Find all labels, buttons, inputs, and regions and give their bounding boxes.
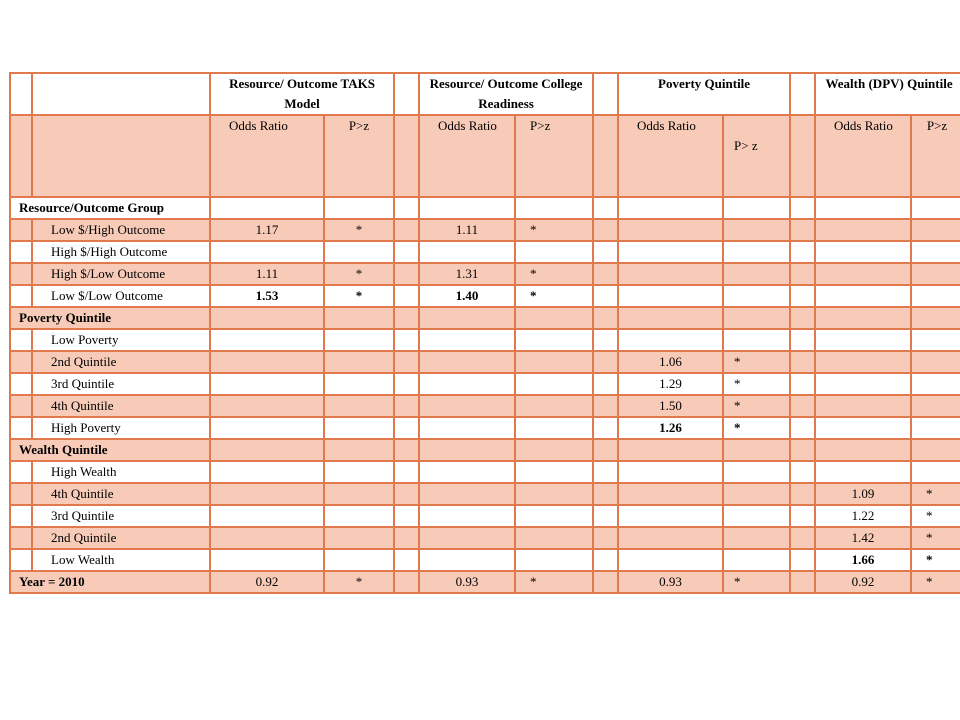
table-cell — [618, 197, 723, 219]
row-label: High $/High Outcome — [32, 241, 210, 263]
table-cell — [394, 373, 419, 395]
table-cell — [10, 549, 32, 571]
table-cell — [324, 197, 394, 219]
table-cell — [593, 395, 618, 417]
group-label: Poverty Quintile — [10, 307, 210, 329]
table-cell — [210, 505, 324, 527]
row-label: 4th Quintile — [32, 483, 210, 505]
table-cell — [618, 439, 723, 461]
table-cell — [419, 505, 515, 527]
table-cell — [723, 527, 790, 549]
table-cell — [618, 527, 723, 549]
table-cell — [723, 263, 790, 285]
table-cell — [10, 329, 32, 351]
table-cell — [324, 549, 394, 571]
header-pz: P>z — [324, 115, 394, 197]
table-cell — [324, 483, 394, 505]
table-cell — [618, 285, 723, 307]
table-cell — [210, 527, 324, 549]
table-cell — [419, 395, 515, 417]
table-cell — [210, 329, 324, 351]
header-college-readiness: Resource/ Outcome College Readiness — [419, 73, 593, 115]
table-cell — [419, 461, 515, 483]
table-cell — [911, 329, 960, 351]
group-row-resource — [10, 197, 960, 219]
table-cell — [394, 285, 419, 307]
group-label: Year = 2010 — [10, 571, 210, 593]
table-cell — [419, 439, 515, 461]
table-cell — [815, 373, 911, 395]
table-cell — [618, 549, 723, 571]
header-taks-model: Resource/ Outcome TAKS Model — [210, 73, 394, 115]
table-cell — [515, 307, 593, 329]
year-row: Year = 2010 0.92 * 0.93 * 0.93 * 0.92 * — [10, 571, 960, 593]
table-cell — [790, 307, 815, 329]
table-cell — [10, 461, 32, 483]
table-cell — [790, 197, 815, 219]
table-cell — [593, 219, 618, 241]
table-cell — [815, 197, 911, 219]
table-cell — [419, 549, 515, 571]
table-cell — [419, 417, 515, 439]
table-cell — [911, 373, 960, 395]
table-cell — [419, 483, 515, 505]
group-row-wealth — [10, 439, 960, 461]
table-cell — [419, 351, 515, 373]
header-odds-ratio: Odds Ratio — [815, 115, 911, 197]
table-cell — [815, 307, 911, 329]
table-row: High Poverty 1.26 * — [10, 417, 960, 439]
table-row — [10, 329, 960, 351]
table-cell — [723, 461, 790, 483]
table-cell — [394, 549, 419, 571]
table-cell — [210, 439, 324, 461]
table-cell — [790, 263, 815, 285]
table-cell — [815, 241, 911, 263]
table-cell — [394, 461, 419, 483]
table-cell — [618, 461, 723, 483]
table-cell — [419, 329, 515, 351]
table-cell — [515, 527, 593, 549]
header-odds-ratio: Odds Ratio — [210, 115, 324, 197]
table-cell — [723, 549, 790, 571]
table-cell — [815, 263, 911, 285]
table-cell — [911, 197, 960, 219]
table-cell — [10, 505, 32, 527]
table-cell — [593, 505, 618, 527]
table-cell — [790, 219, 815, 241]
table-cell — [210, 351, 324, 373]
header-wealth-quintile: Wealth (DPV) Quintile — [815, 73, 960, 115]
table-cell — [911, 285, 960, 307]
table-cell — [618, 307, 723, 329]
table-cell — [593, 373, 618, 395]
table-cell — [324, 527, 394, 549]
table-cell — [723, 197, 790, 219]
table-cell — [515, 549, 593, 571]
table-cell — [515, 197, 593, 219]
table-cell — [790, 285, 815, 307]
table-cell — [394, 527, 419, 549]
header-pz: P> z — [723, 115, 790, 197]
table-row: Low $/Low Outcome 1.53 * 1.40 * — [10, 285, 960, 307]
row-label: 2nd Quintile — [32, 351, 210, 373]
table-cell — [618, 505, 723, 527]
group-row-poverty — [10, 307, 960, 329]
table-cell — [790, 505, 815, 527]
table-cell — [723, 285, 790, 307]
table-cell — [515, 351, 593, 373]
group-label: Resource/Outcome Group — [10, 197, 210, 219]
table-cell — [515, 373, 593, 395]
table-cell — [790, 417, 815, 439]
table-cell — [394, 505, 419, 527]
table-cell — [10, 351, 32, 373]
table-cell — [723, 483, 790, 505]
table-cell — [593, 263, 618, 285]
table-cell — [815, 285, 911, 307]
table-row — [10, 461, 960, 483]
table-cell — [593, 241, 618, 263]
table-cell — [911, 263, 960, 285]
table-cell — [515, 439, 593, 461]
table-cell — [593, 439, 618, 461]
table-cell — [593, 329, 618, 351]
table-cell — [394, 417, 419, 439]
table-cell — [815, 395, 911, 417]
header-odds-ratio: Odds Ratio — [419, 115, 515, 197]
table-cell — [618, 483, 723, 505]
odds-ratio-table — [9, 72, 960, 594]
table-cell — [815, 219, 911, 241]
table-cell — [815, 439, 911, 461]
table-cell — [515, 483, 593, 505]
table-cell — [10, 417, 32, 439]
table-cell — [10, 219, 32, 241]
table-cell — [790, 373, 815, 395]
row-label: Low $/High Outcome — [32, 219, 210, 241]
table-cell — [394, 197, 419, 219]
table-row: 4th Quintile 1.50 * — [10, 395, 960, 417]
table-row — [10, 241, 960, 263]
table-cell — [515, 417, 593, 439]
table-cell — [790, 241, 815, 263]
header-row-stats — [10, 115, 960, 197]
header-pz: P>z — [911, 115, 960, 197]
table-cell — [419, 373, 515, 395]
table-cell — [911, 417, 960, 439]
table-cell — [911, 351, 960, 373]
table-cell — [10, 373, 32, 395]
table-cell — [210, 461, 324, 483]
table-cell — [324, 395, 394, 417]
table-cell — [394, 263, 419, 285]
table-cell — [723, 219, 790, 241]
table-cell — [210, 417, 324, 439]
table-cell — [618, 263, 723, 285]
header-poverty-quintile: Poverty Quintile — [618, 73, 790, 115]
table-cell — [593, 285, 618, 307]
table-row: Low $/High Outcome 1.17 * 1.11 * — [10, 219, 960, 241]
row-label: 2nd Quintile — [32, 527, 210, 549]
table-cell — [593, 461, 618, 483]
row-label: Low Wealth — [32, 549, 210, 571]
table-cell — [911, 395, 960, 417]
table-cell — [593, 571, 618, 593]
table-row: Low Wealth 1.66 * — [10, 549, 960, 571]
row-label: High $/Low Outcome — [32, 263, 210, 285]
table-cell — [324, 373, 394, 395]
table-cell — [324, 351, 394, 373]
table-cell — [210, 395, 324, 417]
row-label: Low $/Low Outcome — [32, 285, 210, 307]
table-cell — [618, 219, 723, 241]
table-cell — [618, 241, 723, 263]
table-cell — [790, 395, 815, 417]
table-row: 4th Quintile 1.09 * — [10, 483, 960, 505]
table-cell — [394, 439, 419, 461]
table-cell — [324, 417, 394, 439]
table-cell — [10, 527, 32, 549]
table-cell — [324, 329, 394, 351]
table-cell — [790, 483, 815, 505]
table-row: 3rd Quintile 1.22 * — [10, 505, 960, 527]
table-row: 2nd Quintile 1.06 * — [10, 351, 960, 373]
table-cell — [324, 439, 394, 461]
row-label: Low Poverty — [32, 329, 210, 351]
table-cell — [723, 241, 790, 263]
table-cell — [815, 351, 911, 373]
table-cell — [790, 527, 815, 549]
table-cell — [324, 461, 394, 483]
table-cell — [515, 395, 593, 417]
table-cell — [593, 417, 618, 439]
table-cell — [593, 549, 618, 571]
table-cell — [10, 241, 32, 263]
table-cell — [815, 417, 911, 439]
header-odds-ratio: Odds Ratio — [618, 115, 723, 197]
table-cell — [911, 219, 960, 241]
table-cell — [723, 307, 790, 329]
table-cell — [593, 307, 618, 329]
table-cell — [210, 307, 324, 329]
table-cell — [210, 549, 324, 571]
table-cell — [394, 219, 419, 241]
table-cell — [210, 483, 324, 505]
table-cell — [515, 461, 593, 483]
table-row: 3rd Quintile 1.29 * — [10, 373, 960, 395]
table-row: High $/Low Outcome 1.11 * 1.31 * — [10, 263, 960, 285]
table-cell — [790, 329, 815, 351]
table-cell — [324, 307, 394, 329]
table-cell — [10, 263, 32, 285]
table-cell — [394, 571, 419, 593]
table-cell — [394, 241, 419, 263]
header-row-models — [10, 73, 960, 115]
table-cell — [593, 527, 618, 549]
table-cell — [10, 483, 32, 505]
table-cell — [210, 373, 324, 395]
row-label: 4th Quintile — [32, 395, 210, 417]
table-cell — [394, 483, 419, 505]
table-cell — [515, 329, 593, 351]
row-label: High Poverty — [32, 417, 210, 439]
table-cell — [911, 307, 960, 329]
table-cell — [10, 285, 32, 307]
row-label: High Wealth — [32, 461, 210, 483]
table-cell — [790, 549, 815, 571]
table-cell — [210, 197, 324, 219]
table-cell — [723, 505, 790, 527]
row-label: 3rd Quintile — [32, 505, 210, 527]
table-cell — [911, 241, 960, 263]
table-cell — [394, 351, 419, 373]
table-cell — [419, 197, 515, 219]
table-cell — [815, 329, 911, 351]
table-cell — [593, 197, 618, 219]
table-cell — [394, 329, 419, 351]
table-cell — [394, 395, 419, 417]
table-cell — [419, 307, 515, 329]
table-cell — [419, 527, 515, 549]
row-label: 3rd Quintile — [32, 373, 210, 395]
table-cell — [394, 307, 419, 329]
table-cell — [324, 505, 394, 527]
table-cell — [911, 439, 960, 461]
group-label: Wealth Quintile — [10, 439, 210, 461]
table-cell — [515, 505, 593, 527]
table-cell — [10, 395, 32, 417]
table-cell — [723, 439, 790, 461]
table-row: 2nd Quintile 1.42 * — [10, 527, 960, 549]
table-cell — [790, 461, 815, 483]
table-cell — [790, 571, 815, 593]
header-pz: P>z — [515, 115, 593, 197]
table-cell — [593, 483, 618, 505]
table-cell — [790, 351, 815, 373]
table-cell — [593, 351, 618, 373]
table-cell — [790, 439, 815, 461]
